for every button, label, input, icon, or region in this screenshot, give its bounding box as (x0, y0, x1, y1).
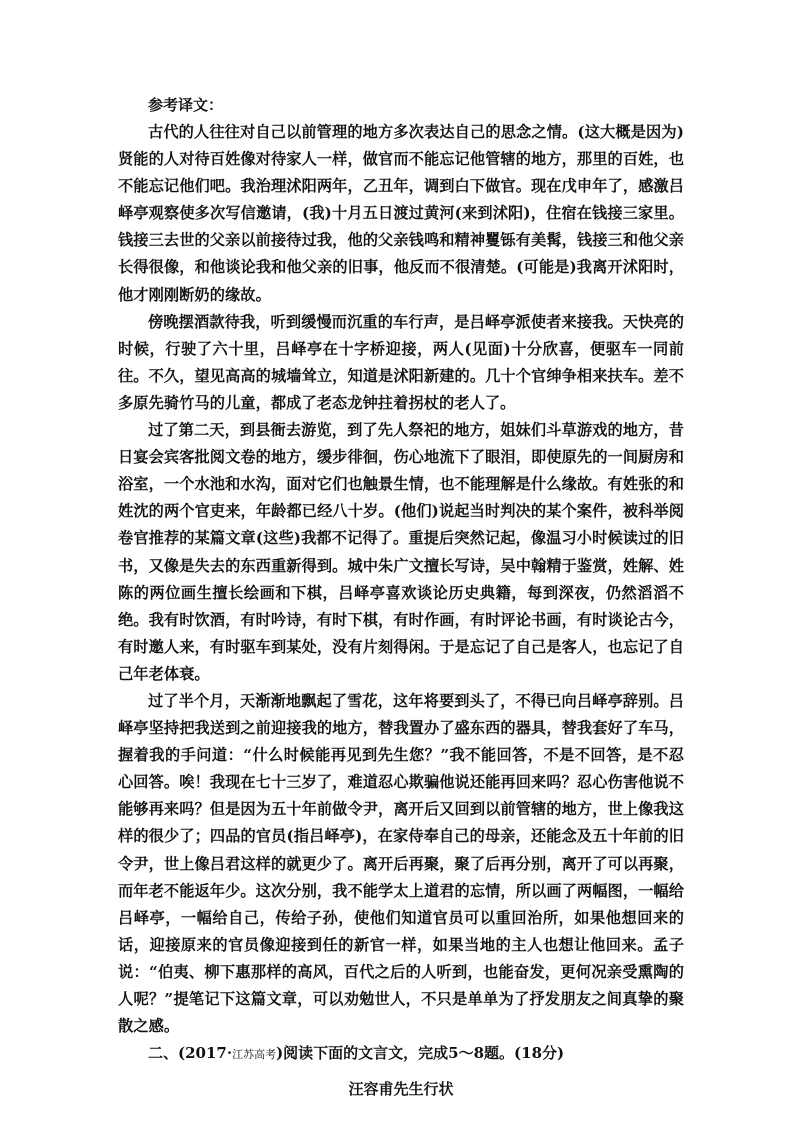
document-page (118, 92, 684, 1103)
section-heading: 参考译文： (148, 96, 224, 114)
translation-paragraph-3: 过了第二天，到县衙去游览，到了先人祭祀的地方，姐妹们斗草游戏的地方，昔日宴会宾客批阅文卷的地方，缓步徘徊，伤心地流下了眼泪，即使原先的一间厨房和浴室，一个水池和水沟，面对它们也触景生情，也不能理解是什么缘故。有姓张的和姓沈的两个官吏来，年龄都已经八十岁。(他们)说起当时判决的某个案件，被科举阅卷官推荐的某篇文章(这些)我都不记得了。重提后突然记起，像温习小时候读过的旧书，又像是失去的东西重新得到。城中朱广文擅长写诗，吴中翰精于鉴赏，姓解、姓陈的两位画生擅长绘画和下棋，吕峄亭喜欢谈论历史典籍，每到深夜，仍然滔滔不绝。我有时饮酒，有时吟诗，有时下棋，有时作画，有时评论书画，有时谈论古今，有时邀人来，有时驱车到某处，没有片刻得闲。于是忘记了自己是客人，也忘记了自己年老体衰。 (118, 421, 684, 683)
translation-paragraph-4: 过了半个月，天渐渐地飘起了雪花，这年将要到头了，不得已向吕峄亭辞别。吕峄亭坚持把我送到之前迎接我的地方，替我置办了盛东西的器具，替我套好了车马，握着我的手问道：“什么时候能再见到先生您？”我不能回答，不是不回答，是不忍心回答。唉！我现在七十三岁了，难道忍心欺骗他说还能再回来吗？忍心伤害他说不能够再来吗？但是因为五十年前做令尹，离开后又回到以前管辖的地方，世上像我这样的很少了；四品的官员(指吕峄亭)，在家侍奉自己的母亲，还能念及五十年前的旧令尹，世上像吕君这样的就更少了。离开后再聚，聚了后再分别，离开了可以再聚，而年老不能返年少。这次分别，我不能学太上道君的忘情，所以画了两幅图，一幅给吕峄亭，一幅给自己，传给子孙，使他们知道官员可以重回治所，如果他想回来的话，迎接原来的官员像迎接到任的新官一样，如果当地的主人也想让他回来。孟子说：“伯夷、柳下惠那样的高风，百代之后的人听到，也能奋发，更何况亲受熏陶的人呢？”提笔记下这篇文章，可以劝勉世人，不只是单单为了抒发朋友之间真挚的聚散之感。 (118, 691, 684, 1036)
question-suffix: )阅读下面的文言文，完成5～8题。(18分) (276, 1044, 565, 1063)
passage-title: 汪容甫先生行状 (348, 1080, 454, 1099)
translation-paragraph-2: 傍晚摆酒款待我，听到缓慢而沉重的车行声，是吕峄亭派使者来接我。天快亮的时候，行驶了六十里，吕峄亭在十字桥迎接，两人(见面)十分欣喜，便驱车一同前往。不久，望见高高的城墙耸立，知道是沭阳新建的。几十个官绅争相来扶车。差不多原先骑竹马的儿童，都成了老态龙钟拄着拐杖的老人了。 (118, 312, 684, 412)
question-instruction (118, 1040, 684, 1068)
translation-paragraph-1: 古代的人往往对自己以前管理的地方多次表达自己的思念之情。(这大概是因为)贤能的人对待百姓像对待家人一样，做官而不能忘记他管辖的地方，那里的百姓，也不能忘记他们吧。我治理沭阳两年，乙丑年，调到白下做官。现在戊申年了，感激吕峄亭观察使多次写信邀请，(我)十月五日渡过黄河(来到沭阳)，住宿在钱接三家里。钱接三去世的父亲以前接待过我，他的父亲钱鸣和精神矍铄有美髯，钱接三和他父亲长得很像，和他谈论我和他父亲的旧事，他反而不很清楚。(可能是)我离开沭阳时，他才刚刚断奶的缘故。 (118, 123, 684, 304)
question-source: 江苏高考 (232, 1048, 277, 1062)
question-prefix: 二、(2017· (148, 1044, 233, 1063)
